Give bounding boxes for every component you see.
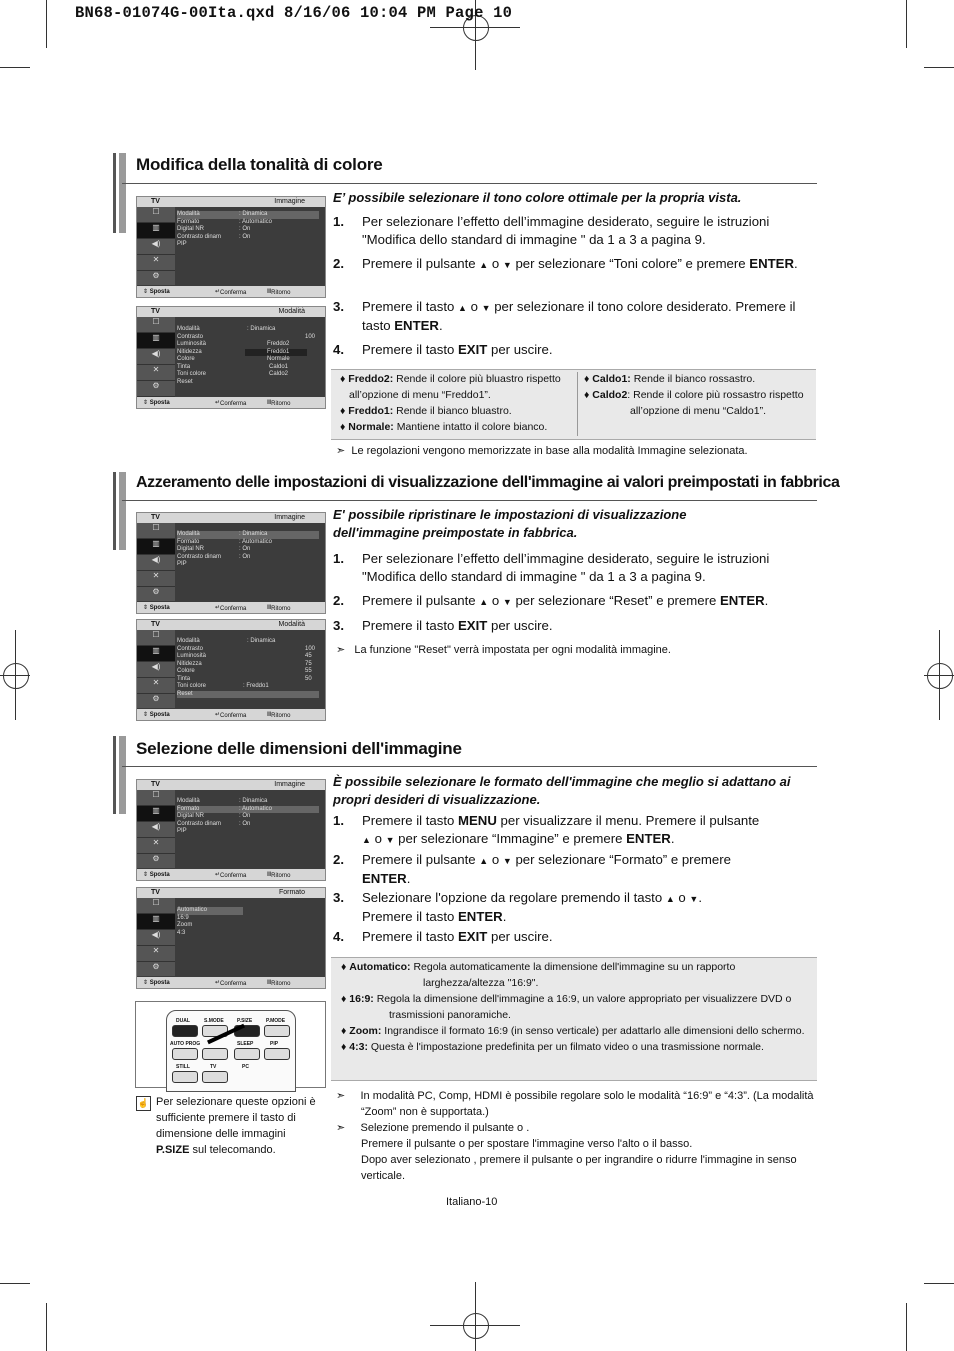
info-format: ♦ Automatico: Regola automaticamente la dimensione dell'immagine su un rapporto larghezza/altezza "16:9". ♦ 16:9: Regola la dimensione dell'immagine a 16:9, un valore appropriato per visualizzere DVD o trasmissioni panoramiche. ♦ Zoom: Ingrandisce il formato 16:9 (in senso verticale) per adattarlo alle dimensioni dello schermo. ♦ 4:3: Questa è l'impostazione predefinita per un filmato video o una trasmissione normale.: [341, 961, 805, 1053]
section-intro: E' possibile ripristinare le impostazioni di visualizzazione dell'immagine preimpostate in fabbrica.: [333, 507, 687, 540]
file-header: BN68-01074G-00Ita.qxd 8/16/06 10:04 PM Page 10: [75, 4, 513, 22]
note-arrow-icon: ➣: [336, 1090, 346, 1102]
menu-row: Contrasto dinam : On: [177, 233, 251, 240]
crop-mark: [924, 67, 954, 68]
crop-mark: [0, 1283, 30, 1284]
remote-control-illustration: DUAL S.MODE P.SIZE P.MODE AUTO PROG SLEEP PIP STILL TV PC: [135, 1001, 326, 1088]
registration-mark: [3, 663, 29, 689]
note-arrow-icon: ➣: [336, 445, 346, 457]
tv-menu-immagine: TV Immagine ☐ ▥ ◀) ✕ ⚙ Modalità : Dinamica Formato : Automatico Digital NR : On Contrasto dinam : On PIP ⇕ Sposta ↵ Conferma Ⅲ Ritorno: [136, 196, 326, 298]
menu-row: PIP: [177, 241, 187, 247]
section-marker: [119, 472, 126, 550]
section-marker: [113, 736, 116, 814]
crop-mark: [924, 1283, 954, 1284]
tv-menu-immagine: TV Immagine ☐ ▥ ◀) ✕ ⚙ Modalità : Dinamica Formato : Automatico Digital NR : On Contrasto dinam : On PIP ⇕ Sposta ↵ Conferma Ⅲ Ritorno: [136, 779, 326, 881]
step-3: 3. Selezionare l'opzione da regolare premendo il tasto ▲ o ▼. Premere il tasto ENTER.: [333, 890, 703, 924]
note-arrow-icon: ➣: [336, 1122, 346, 1134]
step-1: 1. Premere il tasto MENU per visualizzare il menu. Premere il pulsante ▲ o ▼ per selezionare “Immagine” e premere ENTER.: [333, 813, 760, 846]
step-3: 3. Premere il tasto EXIT per uscire.: [333, 618, 553, 633]
menu-row: Modalità : Dinamica: [177, 211, 319, 219]
remote-tip: ☝ Per selezionare queste opzioni è sufficiente premere il tasto di dimensione delle immagini P.SIZE sul telecomando.: [137, 1096, 316, 1156]
tv-menu-formato: TV Formato ☐ ▥ ◀) ✕ ⚙ Automatico 16:9 Zoom 4:3 ⇕ Sposta ↵ Conferma Ⅲ Ritorno: [136, 887, 326, 989]
section-marker: [113, 153, 116, 233]
divider: [122, 766, 817, 767]
registration-mark: [927, 663, 953, 689]
tv-menu-immagine: TV Immagine ☐ ▥ ◀) ✕ ⚙ Modalità : Dinamica Formato : Automatico Digital NR : On Contrasto dinam : On PIP ⇕ Sposta ↵ Conferma Ⅲ Ritorno: [136, 512, 326, 614]
crop-mark: [46, 1303, 47, 1351]
step-2: 2. Premere il pulsante ▲ o ▼ per selezionare “Toni colore” e premere ENTER.: [333, 256, 798, 271]
tv-menu-modalita-reset: TV Modalità ☐ ▥ ◀) ✕ ⚙ Modalità : Dinamica Contrasto 100 Luminosità 45 Nitidezza 75 Colore 55 Tinta 50 Toni colore : Freddo1 Reset ⇕ Sposta ↵ Conferma Ⅲ Ritorno: [136, 619, 326, 721]
info-left: ♦ Freddo2: Rende il colore più bluastro rispetto all’opzione di menu “Freddo1”. ♦ Freddo1: Rende il bianco bluastro. ♦ Normale: Mantiene intatto il colore bianco.: [340, 373, 561, 433]
step-3: 3. Premere il tasto ▲ o ▼ per selezionare il tono colore desiderato. Premere il tasto ENTER.: [333, 299, 796, 333]
registration-mark: [463, 1313, 489, 1339]
note-arrow-icon: ➣: [336, 644, 346, 656]
divider: [122, 183, 817, 184]
step-4: 4. Premere il tasto EXIT per uscire.: [333, 342, 553, 357]
step-2: 2. Premere il pulsante ▲ o ▼ per selezionare “Formato” e premere ENTER.: [333, 852, 731, 886]
note: ➣ Le regolazioni vengono memorizzate in base alla modalità Immagine selezionata.: [336, 445, 748, 457]
step-4: 4. Premere il tasto EXIT per uscire.: [333, 929, 553, 944]
crop-mark: [46, 0, 47, 48]
crop-mark: [0, 67, 30, 68]
step-2: 2. Premere il pulsante ▲ o ▼ per selezionare “Reset” e premere ENTER.: [333, 593, 769, 608]
tv-menu-modalita-toni: TV Modalità ☐ ▥ ◀) ✕ ⚙ Modalità : Dinamica Contrasto 100 Luminosità Freddo2 Nitidezza Freddo1 Colore Normale Tinta Caldo1 Toni colore Caldo2 Reset ⇕ Sposta ↵ Conferma Ⅲ Ritorno: [136, 306, 326, 409]
section-marker: [113, 472, 116, 550]
crop-mark: [906, 0, 907, 48]
step-1: 1. Per selezionare l’effetto dell’immagine desiderato, seguire le istruzioni "Modifica dello standard di immagine " da 1 a 3 a pagina 9.: [333, 551, 770, 584]
section-marker: [119, 736, 126, 814]
info-right: ♦ Caldo1: Rende il bianco rossastro. ♦ Caldo2: Rende il colore più rossastro rispetto all’opzione di menu “Caldo1”.: [584, 373, 804, 417]
menu-row: Digital NR : On: [177, 226, 251, 232]
step-1: 1. Per selezionare l’effetto dell’immagine desiderato, seguire le istruzioni "Modifica dello standard di immagine " da 1 a 3 a pagina 9.: [333, 214, 770, 247]
menu-row: Formato : Automatico: [177, 218, 273, 225]
section-title: Modifica della tonalità di colore: [136, 155, 383, 174]
hand-icon: ☝: [136, 1096, 151, 1111]
section-title: Selezione delle dimensioni dell'immagine: [136, 739, 462, 758]
page-number: Italiano-10: [446, 1196, 498, 1208]
crop-mark: [906, 1303, 907, 1351]
section-title: Azzeramento delle impostazioni di visualizzazione dell'immagine ai valori preimpostati in fabbrica: [136, 474, 840, 491]
section-intro: E’ possibile selezionare il tono colore ottimale per la propria vista.: [333, 190, 742, 205]
divider: [122, 500, 817, 501]
section-marker: [119, 153, 126, 233]
note: ➣ La funzione "Reset" verrà impostata per ogni modalità immagine.: [336, 644, 671, 656]
notes: ➣ In modalità PC, Comp, HDMI è possibile regolare solo le modalità “16:9” e “4:3”. (La modalità “Zoom” non è supportata.) ➣ Selezione premendo il pulsante o . Premere il pulsante o per spostare l'immagine verso l'alto o il basso. Dopo aver selezionato , premere il pulsante o per ingrandire o ridurre l'immagine in senso verticale.: [336, 1090, 814, 1182]
section-intro: È possibile selezionare le formato dell'immagine che meglio si adattano ai propri desideri di visualizzazione.: [333, 774, 791, 807]
